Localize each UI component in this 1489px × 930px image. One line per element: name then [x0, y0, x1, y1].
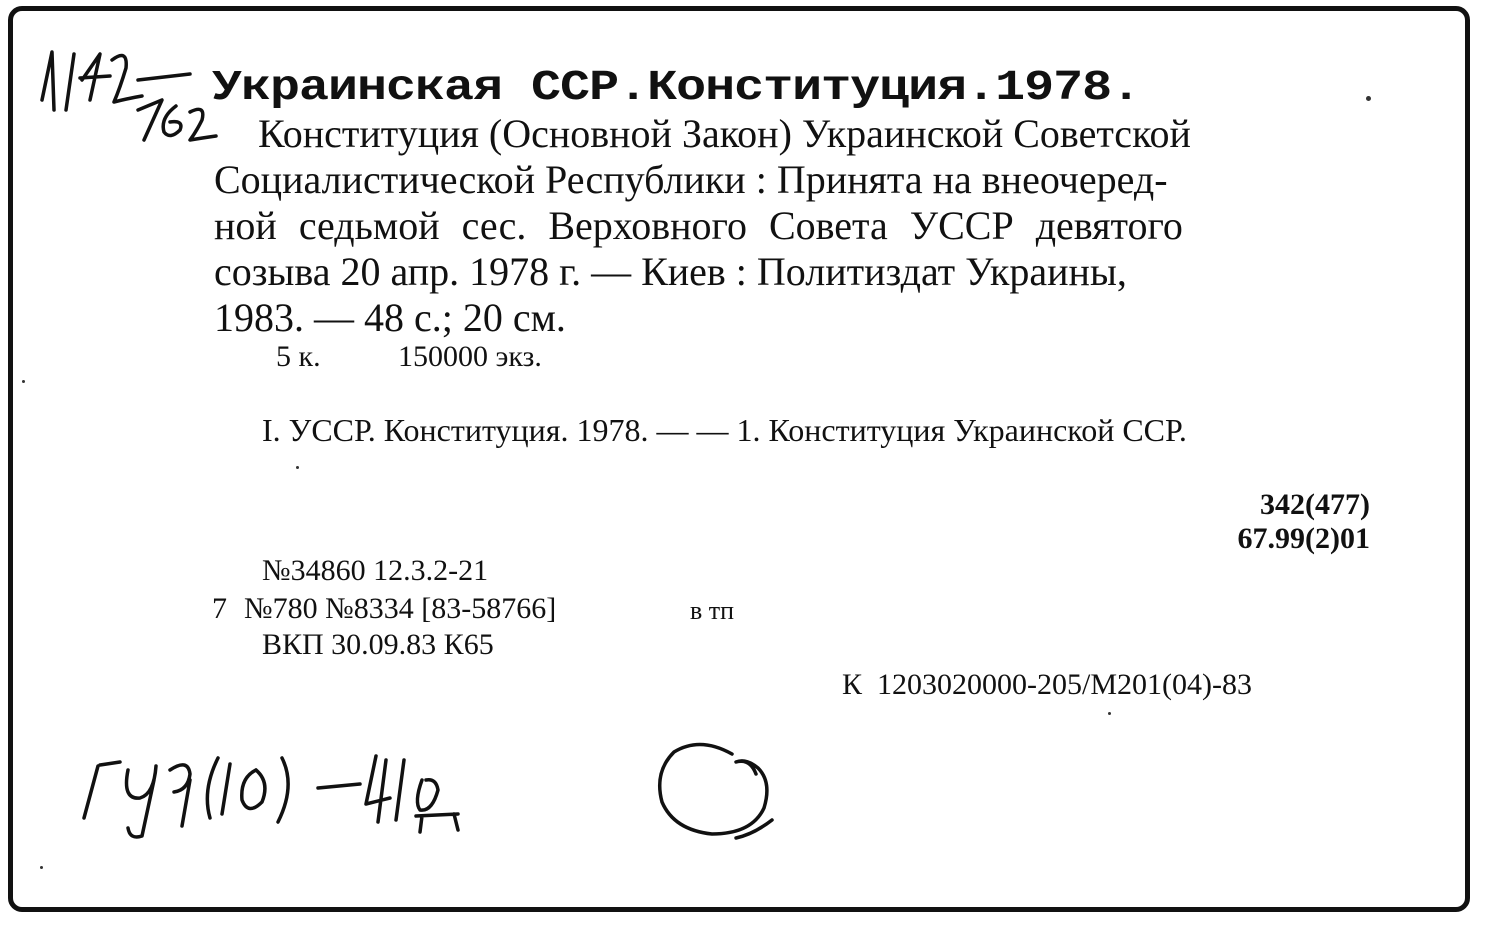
description-line-2: Социалистической Республики : Принята на внеочеред-: [214, 157, 1168, 202]
dust-speck: [296, 466, 299, 469]
card-heading: Украинская ССР.Конституция.1978.: [212, 64, 1141, 113]
dust-speck: [22, 380, 25, 383]
record-line-3: ВКП 30.09.83 К65: [262, 628, 494, 661]
record-line-2: №780 №8334 [83-58766]: [244, 592, 557, 625]
dust-speck: [1366, 96, 1371, 101]
classification-udc: 342(477): [1260, 488, 1370, 521]
description-line-3: ной седьмой сес. Верховного Совета УССР девятого: [214, 203, 1183, 248]
classification-bbk: 67.99(2)01: [1237, 522, 1370, 555]
record-line-2-prefix: 7: [212, 592, 227, 625]
handwritten-code: [70, 740, 500, 850]
dust-speck: [40, 866, 43, 869]
circle-mark: [640, 730, 790, 850]
tracings: I. УССР. Конституция. 1978. — — 1. Конституция Украинской ССР.: [262, 412, 1187, 448]
dust-speck: [1108, 712, 1111, 715]
index-code: К 1203020000-205/М201(04)-83: [842, 668, 1252, 701]
description-line-4: созыва 20 апр. 1978 г. — Киев : Политиздат Украины,: [214, 249, 1127, 294]
description-line-5: 1983. — 48 с.; 20 см.: [214, 295, 566, 340]
record-line-1: №34860 12.3.2-21: [262, 554, 489, 587]
description-line-1: Конституция (Основной Закон) Украинской Советской: [258, 111, 1191, 156]
price: 5 к.: [276, 340, 321, 373]
handwritten-shelfmark: [30, 40, 220, 150]
print-run: 150000 экз.: [398, 340, 542, 373]
record-line-2-suffix: в тп: [690, 596, 735, 625]
